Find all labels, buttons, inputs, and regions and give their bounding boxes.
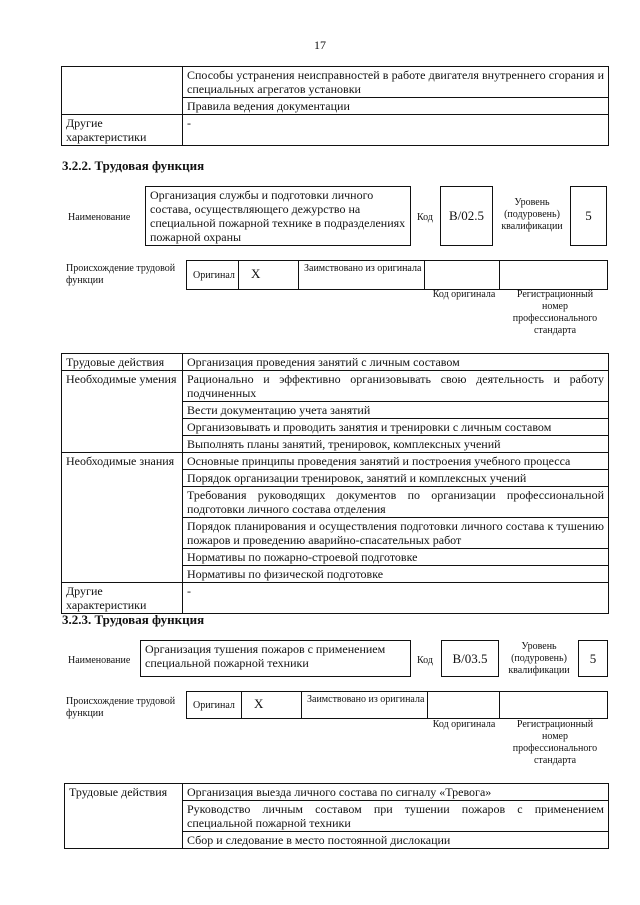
group-label: Необходимые умения (62, 371, 183, 453)
table-cell-label (62, 67, 183, 115)
table-cell-text: Организация проведения занятий с личным составом (183, 354, 609, 371)
function-name-box: Организация тушения пожаров с применением специальной пожарной техники (140, 640, 411, 677)
original-mark: X (239, 261, 299, 289)
table-row (62, 67, 609, 98)
reg-number-caption: Регистрационный номер профессионального стандарта (512, 289, 598, 336)
table-cell-text: Организация выезда личного состава по сигналу «Тревога» (183, 784, 609, 801)
name-label: Наименование (68, 655, 131, 666)
table-cell-text: Основные принципы проведения занятий и построения учебного процесса (183, 453, 609, 470)
function-code-box: B/03.5 (441, 640, 499, 677)
section-title: 3.2.2. Трудовая функция (62, 158, 205, 173)
table-row (62, 115, 609, 146)
origin-label: Происхождение трудовой функции (66, 696, 176, 719)
code-label: Код (417, 212, 433, 223)
original-label: Оригинал (187, 692, 242, 718)
group-label: Трудовые действия (62, 354, 183, 371)
group-label: Необходимые знания (62, 453, 183, 583)
function-table-322 (61, 353, 609, 614)
function-table-323 (64, 783, 609, 849)
table-cell-text: Правила ведения документации (183, 98, 609, 115)
reg-number-caption: Регистрационный номер профессионального стандарта (512, 719, 598, 766)
original-mark: X (242, 692, 302, 718)
code-original-caption: Код оригинала (432, 289, 496, 300)
table-cell-text: Нормативы по физической подготовке (183, 566, 609, 583)
original-label: Оригинал (187, 261, 239, 289)
section-title: 3.2.3. Трудовая функция (62, 612, 205, 627)
table-cell-text: Организовывать и проводить занятия и тренировки с личным составом (183, 419, 609, 436)
function-name-box: Организация службы и подготовки личного состава, осуществляющего дежурство на специальной пожарной технике в подразделениях пожарной охраны (145, 186, 411, 246)
table-row (62, 371, 609, 402)
table-cell-label: Другие характеристики (62, 115, 183, 146)
table-cell-text: Рационально и эффективно организовывать свою деятельность и работу подчиненных (183, 371, 609, 402)
page-number: 17 (314, 38, 326, 52)
group-label: Другие характеристики (62, 583, 183, 614)
level-label: Уровень (подуровень) квалификации (501, 197, 563, 232)
table-row (65, 784, 609, 801)
table-cell-text: Вести документацию учета занятий (183, 402, 609, 419)
table-cell-text: Требования руководящих документов по организации профессиональной подготовки личного состава отделения (183, 487, 609, 518)
origin-table (186, 260, 608, 290)
table-cell-text: Порядок планирования и осуществления подготовки личного состава к тушению пожаров и проведению аварийно-спасательных работ (183, 518, 609, 549)
table-cell-text: Порядок организации тренировок, занятий и комплексных учений (183, 470, 609, 487)
code-original-caption: Код оригинала (432, 719, 496, 730)
level-value-box: 5 (570, 186, 607, 246)
table-row (62, 354, 609, 371)
table-row (62, 453, 609, 470)
table-cell-text: Способы устранения неисправностей в работе двигателя внутреннего сгорания и специальных агрегатов установки (183, 67, 609, 98)
group-label: Трудовые действия (65, 784, 183, 849)
level-value-box: 5 (578, 640, 608, 677)
reg-number-cell (500, 692, 607, 718)
borrowed-label: Заимствовано из оригинала (299, 261, 425, 289)
code-label: Код (417, 655, 433, 666)
borrowed-label: Заимствовано из оригинала (302, 692, 428, 718)
name-label: Наименование (68, 212, 131, 223)
level-label: Уровень (подуровень) квалификации (508, 641, 570, 676)
table-cell-text: - (183, 583, 609, 614)
table-cell-text: Сбор и следование в место постоянной дислокации (183, 832, 609, 849)
table-cell-text: - (183, 115, 609, 146)
origin-table (186, 691, 608, 719)
function-code-box: B/02.5 (440, 186, 493, 246)
table-cell-text: Нормативы по пожарно-строевой подготовке (183, 549, 609, 566)
top-table (61, 66, 609, 146)
table-cell-text: Руководство личным составом при тушении пожаров с применением специальной пожарной техники (183, 801, 609, 832)
origin-label: Происхождение трудовой функции (66, 263, 176, 286)
code-original-cell (425, 261, 500, 289)
table-cell-text: Выполнять планы занятий, тренировок, комплексных учений (183, 436, 609, 453)
reg-number-cell (500, 261, 607, 289)
table-row (62, 583, 609, 614)
code-original-cell (428, 692, 500, 718)
